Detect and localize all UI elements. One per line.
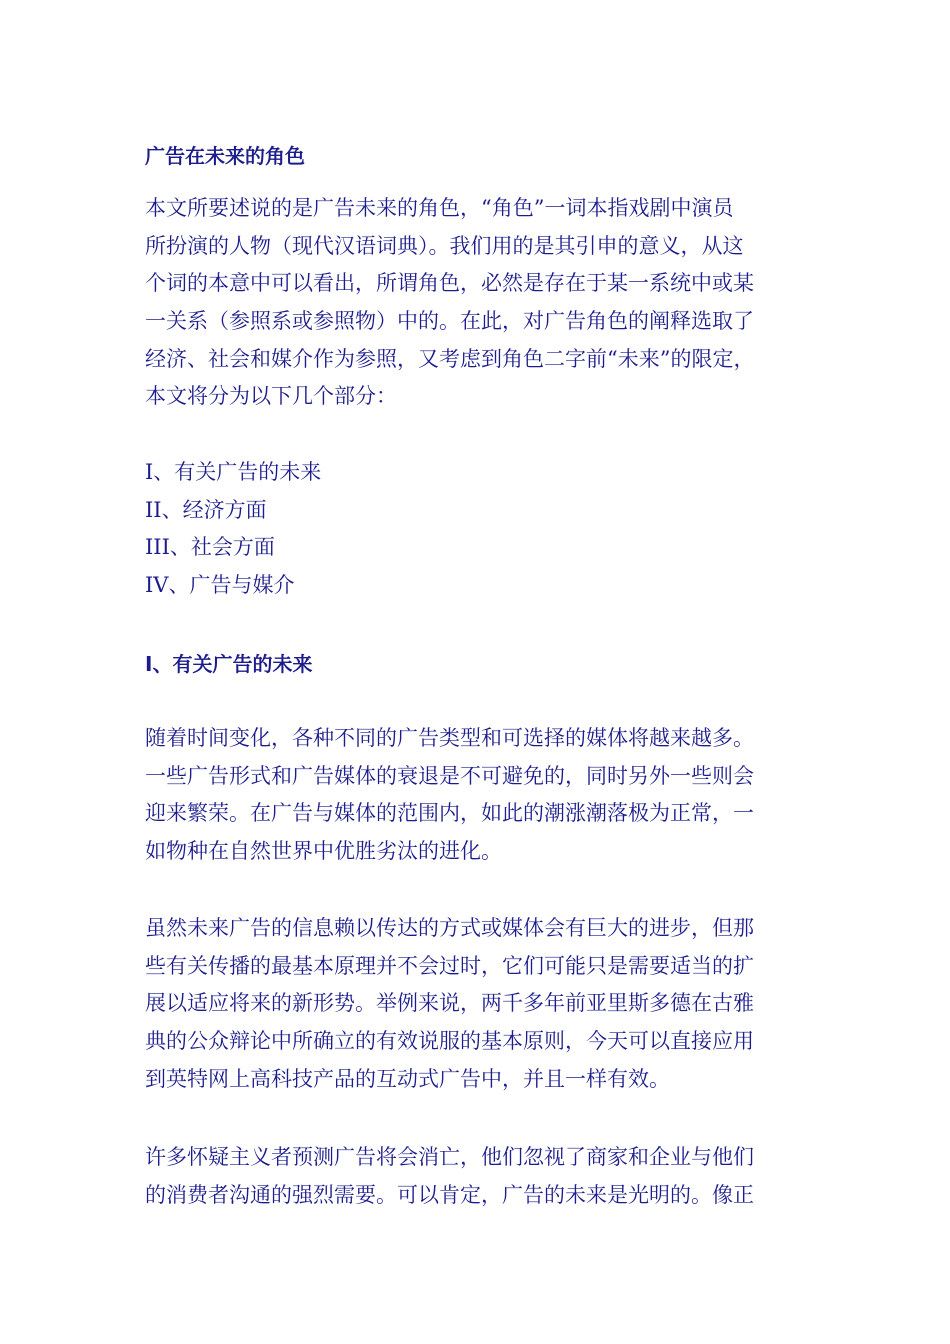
body-paragraph-3	[145, 1139, 800, 1214]
body-paragraph-1	[145, 720, 800, 871]
intro-line: 所扮演的人物（现代汉语词典）。我们用的是其引申的意义，从这	[145, 233, 744, 258]
intro-line: 本文将分为以下几个部分：	[145, 384, 397, 409]
paragraph-line: 一些广告形式和广告媒体的衰退是不可避免的，同时另外一些则会	[145, 763, 754, 788]
document-title: 广告在未来的角色	[145, 144, 305, 168]
outline-list	[145, 454, 800, 605]
paragraph-line: 如物种在自然世界中优胜劣汰的进化。	[145, 839, 502, 864]
outline-item: III、社会方面	[145, 535, 275, 560]
outline-item: IV、广告与媒介	[145, 573, 295, 598]
intro-line: 一关系（参照系或参照物）中的。在此，对广告角色的阐释选取了	[145, 309, 754, 334]
intro-line: 本文所要述说的是广告未来的角色，“角色”一词本指戏剧中演员	[145, 196, 734, 220]
paragraph-line: 迎来繁荣。在广告与媒体的范围内，如此的潮涨潮落极为正常，一	[145, 801, 754, 826]
paragraph-line: 的消费者沟通的强烈需要。可以肯定，广告的未来是光明的。像正	[145, 1182, 754, 1207]
paragraph-line: 随着时间变化，各种不同的广告类型和可选择的媒体将越来越多。	[145, 726, 754, 750]
paragraph-line: 些有关传播的最基本原理并不会过时，它们可能只是需要适当的扩	[145, 953, 754, 978]
paragraph-line: 展以适应将来的新形势。举例来说，两千多年前亚里斯多德在古雅	[145, 991, 754, 1016]
paragraph-line: 虽然未来广告的信息赖以传达的方式或媒体会有巨大的进步，但那	[145, 916, 754, 940]
intro-paragraph	[145, 190, 800, 416]
paragraph-line: 许多怀疑主义者预测广告将会消亡，他们忽视了商家和企业与他们	[145, 1145, 754, 1169]
outline-item: II、经济方面	[145, 497, 267, 522]
outline-item: I、有关广告的未来	[145, 460, 322, 484]
paragraph-line: 典的公众辩论中所确立的有效说服的基本原则，今天可以直接应用	[145, 1029, 754, 1054]
body-paragraph-2	[145, 910, 800, 1098]
section-heading: I、有关广告的未来	[145, 652, 313, 676]
intro-line: 经济、社会和媒介作为参照，又考虑到角色二字前“未来”的限定，	[145, 346, 755, 371]
intro-line: 个词的本意中可以看出，所谓角色，必然是存在于某一系统中或某	[145, 271, 754, 296]
paragraph-line: 到英特网上高科技产品的互动式广告中，并且一样有效。	[145, 1066, 670, 1091]
